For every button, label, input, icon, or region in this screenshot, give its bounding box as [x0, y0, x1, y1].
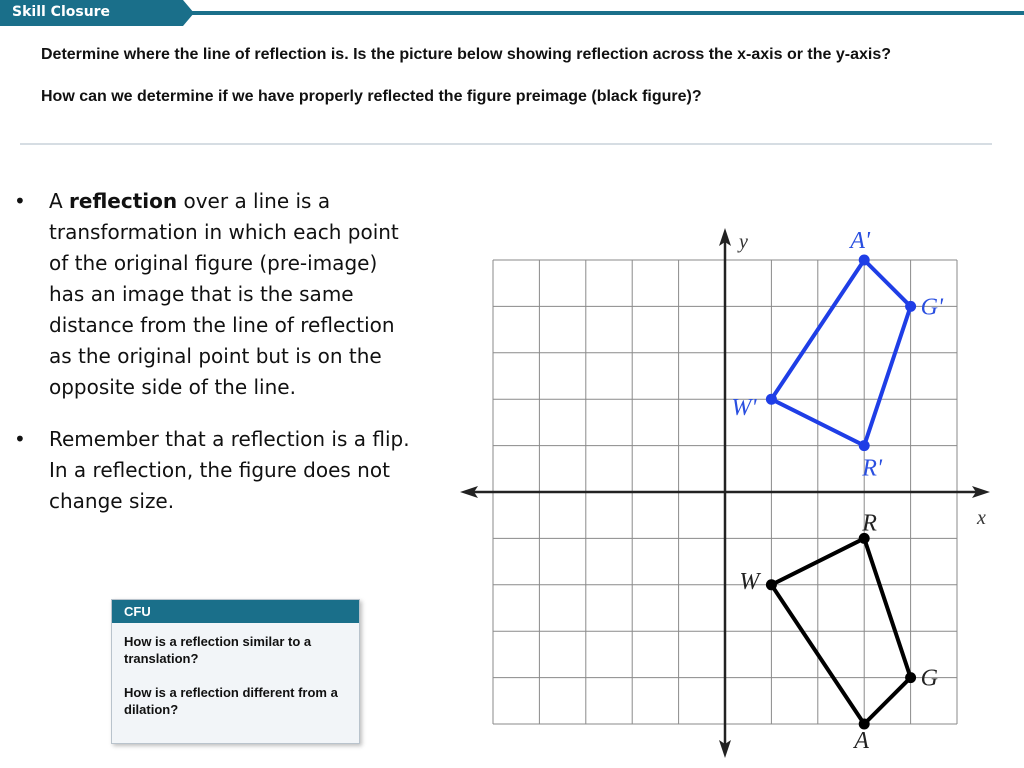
- preimage-vertex-label: G: [920, 665, 938, 692]
- bullet-text: Remember that a reflection is a flip. In a reflection, the figure does not change size.: [49, 427, 410, 513]
- preimage-vertex: [766, 579, 777, 590]
- image-vertex: [905, 301, 916, 312]
- slide-title: Skill Closure: [12, 4, 111, 20]
- instruction-question-2: How can we determine if we have properly reflected the figure preimage (black figure)?: [41, 88, 702, 105]
- image-vertex-label: A': [850, 228, 870, 254]
- cfu-question-2: How is a reflection different from a dilation?: [124, 685, 338, 717]
- bullet-dot: •: [14, 189, 26, 213]
- image-vertex-label: W': [731, 395, 757, 422]
- cfu-title: CFU: [112, 600, 359, 623]
- cfu-question-1: How is a reflection similar to a translation?: [124, 634, 312, 666]
- instruction-question-1: Determine where the line of reflection is. Is the picture below showing reflection across the x-axis or the y-axis?: [41, 46, 891, 63]
- bullet-text: A: [49, 189, 70, 213]
- image-vertex: [859, 440, 870, 451]
- x-axis-label: x: [977, 507, 986, 529]
- image-vertex-label: R': [862, 455, 882, 482]
- y-axis-label: y: [739, 231, 748, 253]
- bullet-dot: •: [14, 427, 26, 451]
- preimage-vertex-label: R: [862, 510, 877, 537]
- image-vertex: [859, 255, 870, 266]
- bullet-text: over a line is a transformation in which each point of the original figure (pre-image) has an image that is the same distance from the line of reflection as the original point but is on the opposite side of the line.: [49, 189, 399, 399]
- preimage-vertex-label: W: [739, 568, 760, 595]
- bullet-bold-term: reflection: [69, 189, 178, 213]
- image-vertex-label: G': [920, 294, 944, 321]
- preimage-vertex-label: A: [854, 728, 869, 754]
- preimage-vertex: [905, 672, 916, 683]
- image-vertex: [766, 394, 777, 405]
